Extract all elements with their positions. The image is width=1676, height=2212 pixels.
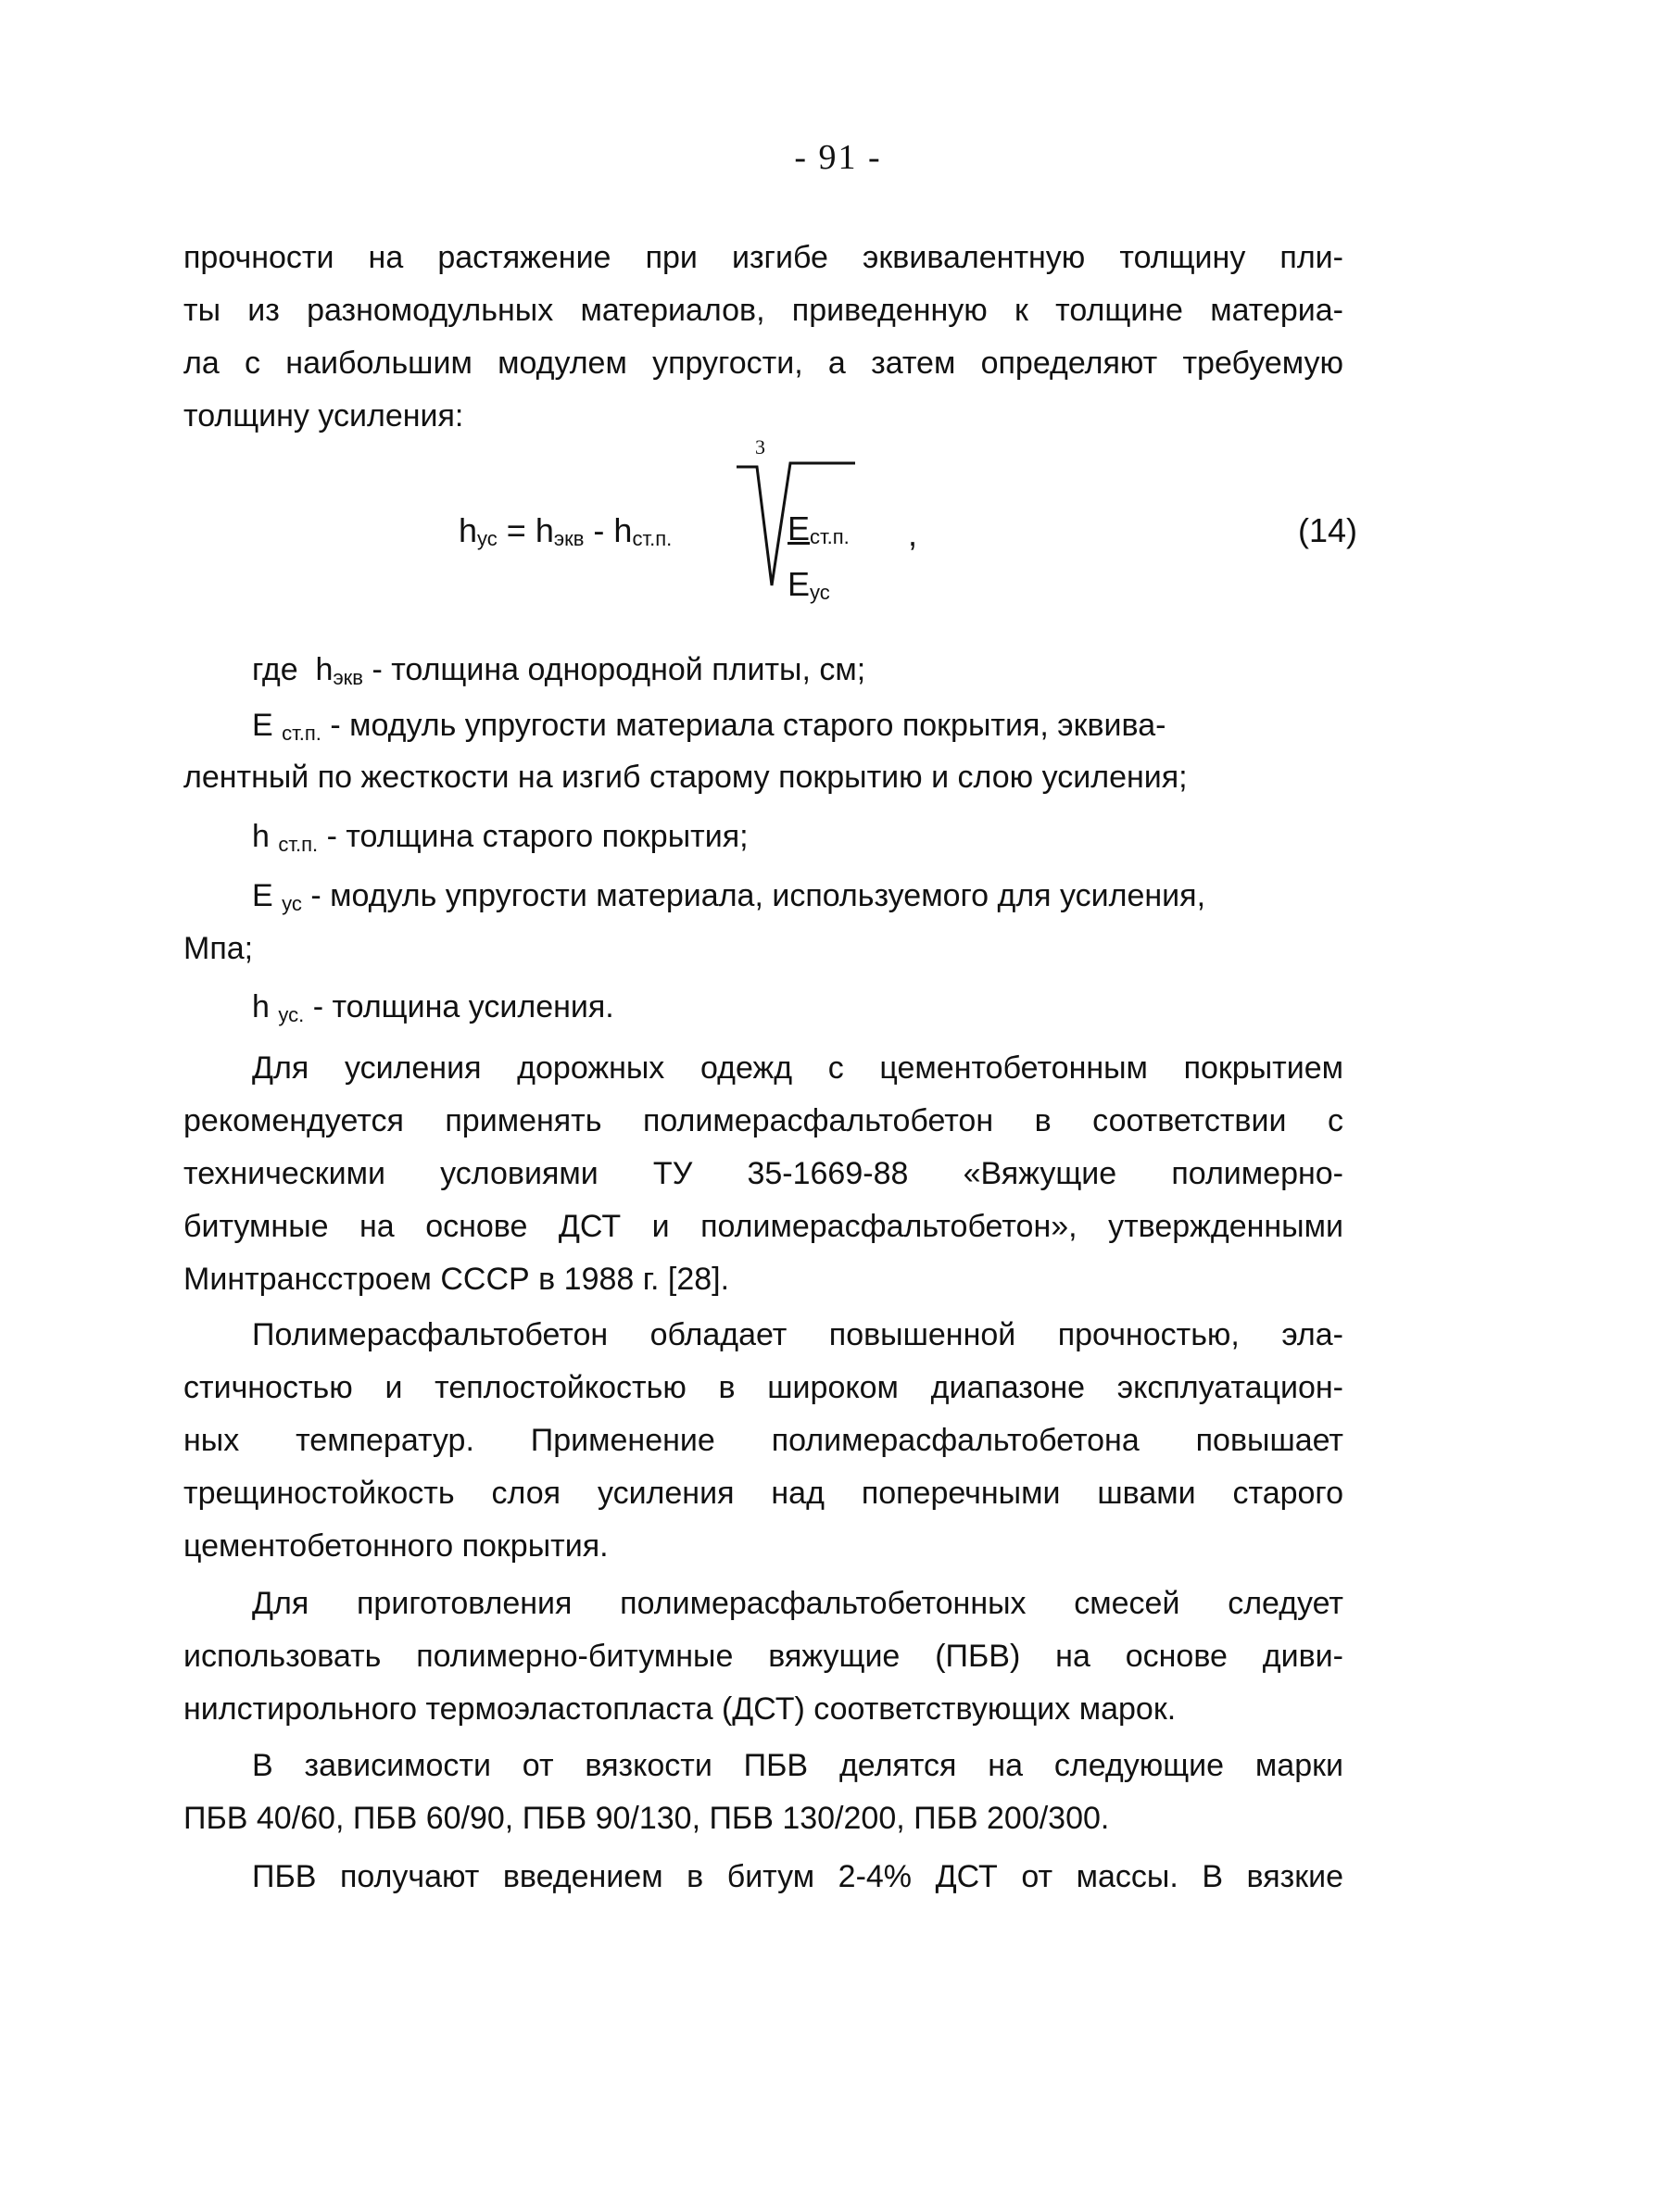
definition-line: где $h_{экв}$ - толщина однородной плиты, см;	[252, 652, 866, 689]
equation-number: (14)	[1297, 511, 1357, 549]
text-line: Для усиления дорожных одежд с цементобетонным покрытием	[252, 1050, 1343, 1086]
formula-lhs: $h_{ус} = h_{экв} - h_{ст.п.}$	[459, 511, 673, 550]
text-line: Полимерасфальтобетон обладает повышенной прочностью, эла-	[252, 1317, 1343, 1352]
definition-line: h $_{ус.}$ - толщина усиления.	[252, 989, 614, 1026]
text-line: использовать полимерно-битумные вяжущие (ПБВ) на основе диви-	[183, 1639, 1343, 1674]
text-line: прочности на растяжение при изгибе эквивалентную толщину пли-	[183, 240, 1343, 275]
text-line: нилстирольного термоэластопласта (ДСТ) соответствующих марок.	[183, 1691, 1177, 1727]
formula-comma: ,	[908, 515, 918, 553]
text-line: ла с наибольшим модулем упругости, а затем определяют требуемую	[183, 346, 1343, 381]
definition-line: E $_{ст.п.}$ - модуль упругости материала старого покрытия, эквива-	[252, 708, 1166, 745]
definition-line: h $_{ст.п.}$ - толщина старого покрытия;	[252, 819, 749, 856]
text-line: ПБВ 40/60, ПБВ 60/90, ПБВ 90/130, ПБВ 130/200, ПБВ 200/300.	[183, 1801, 1110, 1836]
text-line: трещиностойкость слоя усиления над поперечными швами старого	[183, 1476, 1343, 1511]
fraction-numerator: $E_{ст.п.}$	[788, 509, 850, 548]
text-line: ных температур. Применение полимерасфальтобетона повышает	[183, 1423, 1343, 1458]
text-line: Для приготовления полимерасфальтобетонных смесей следует	[252, 1586, 1343, 1621]
text-line: стичностью и теплостойкостью в широком диапазоне эксплуатацион-	[183, 1370, 1343, 1405]
page-number: - 91 -	[794, 138, 882, 177]
fraction-denominator: $E_{ус}$	[788, 565, 830, 604]
definition-line: E $_{ус}$ - модуль упругости материала, используемого для усиления,	[252, 878, 1206, 915]
text-line: битумные на основе ДСТ и полимерасфальтобетон», утвержденными	[183, 1209, 1343, 1244]
text-line: ПБВ получают введением в битум 2-4% ДСТ от массы. В вязкие	[252, 1859, 1343, 1894]
definition-line: лентный по жесткости на изгиб старому покрытию и слою усиления;	[183, 760, 1188, 795]
text-line: толщину усиления:	[183, 398, 464, 434]
text-line: Минтрансстроем СССР в 1988 г. [28].	[183, 1262, 730, 1297]
text-line: В зависимости от вязкости ПБВ делятся на следующие марки	[252, 1748, 1343, 1783]
text-line: ты из разномодульных материалов, приведенную к толщине материа-	[183, 293, 1343, 328]
text-line: рекомендуется применять полимерасфальтобетон в соответствии с	[183, 1103, 1343, 1138]
formula-14	[459, 435, 1357, 611]
text-line: техническими условиями ТУ 35-1669-88 «Вяжущие полимерно-	[183, 1156, 1343, 1191]
root-index: 3	[755, 435, 765, 459]
definition-line: Мпа;	[183, 931, 254, 966]
text-line: цементобетонного покрытия.	[183, 1528, 609, 1564]
